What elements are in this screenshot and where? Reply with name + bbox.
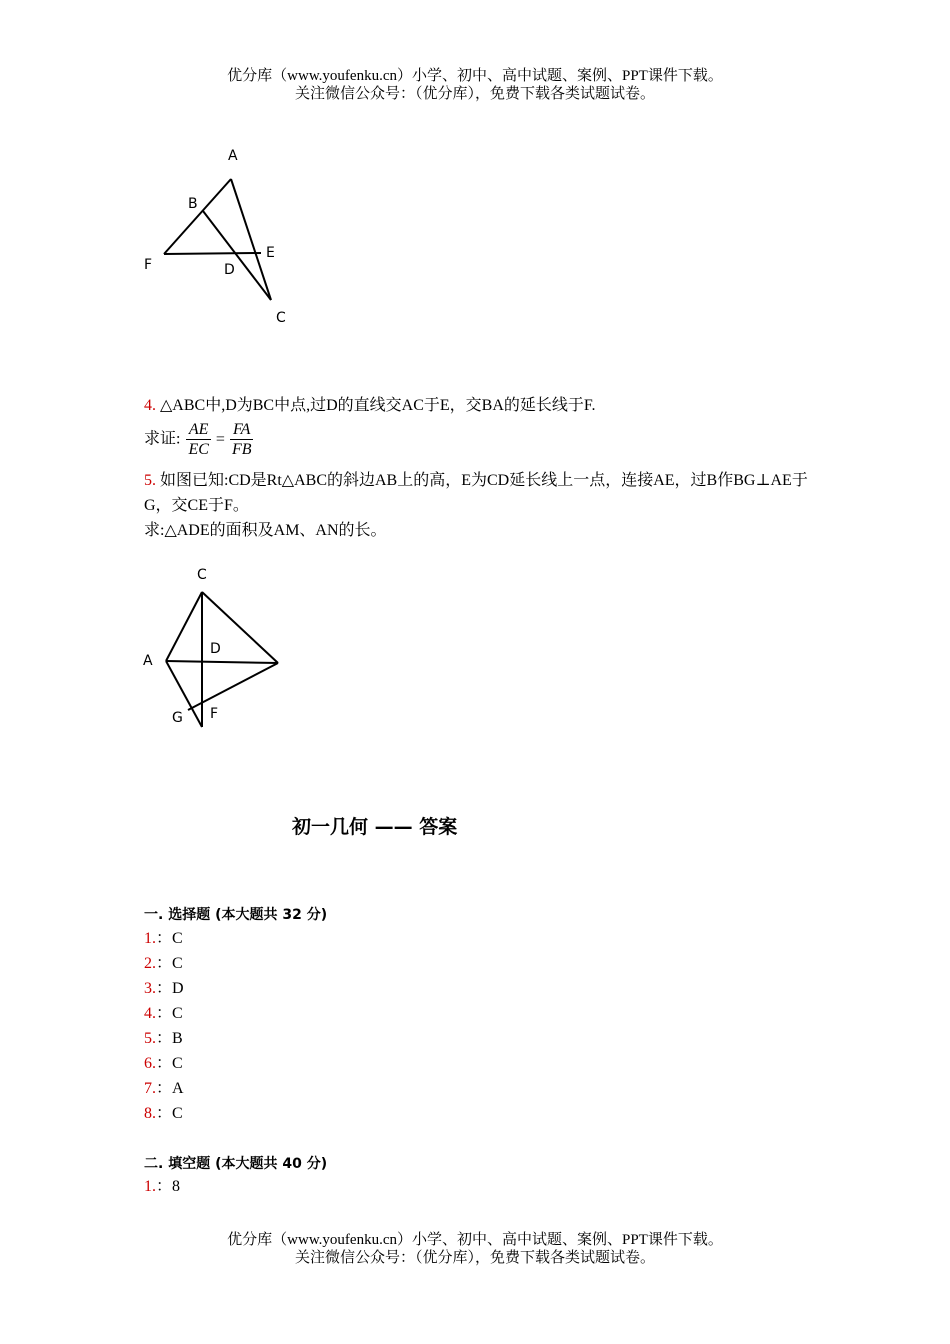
fig2-line-ab: [166, 661, 278, 663]
answer-number: 3.: [144, 980, 156, 997]
answer-value: ：C: [156, 1005, 183, 1022]
answer-number: 6.: [144, 1055, 156, 1072]
footer-line-2: 关注微信公众号：（优分库），免费下载各类试题试卷。: [294, 1250, 655, 1266]
fig2-line-ca: [166, 592, 202, 661]
fig2-label-g: G: [172, 710, 183, 726]
header-line-1: 优分库（www.youfenku.cn）小学、初中、高中试题、案例、PPT课件下载。: [227, 68, 723, 84]
fig2-label-d: D: [210, 641, 221, 657]
answer-number: 1.: [144, 1178, 156, 1195]
footer-line-1: 优分库（www.youfenku.cn）小学、初中、高中试题、案例、PPT课件下载。: [227, 1232, 723, 1248]
fig2-label-f: F: [210, 706, 219, 722]
answer-item: [144, 979, 184, 999]
q4-number: 4.: [144, 397, 156, 414]
frac-fb: FB: [231, 441, 252, 458]
answer-number: 5.: [144, 1030, 156, 1047]
fig1-line-af: [164, 179, 231, 254]
fig1-label-e: E: [266, 245, 275, 261]
answer-number: 4.: [144, 1005, 156, 1022]
page-header: [0, 67, 950, 103]
answer-item: [144, 954, 183, 974]
answer-item: [144, 1004, 183, 1024]
page-footer: [0, 1231, 950, 1267]
frac-ae: AE: [186, 420, 210, 440]
section-1-heading: 一. 选择题 (本大题共 32 分): [144, 907, 328, 923]
answer-number: 1.: [144, 930, 156, 947]
q5-number: 5.: [144, 472, 156, 489]
answer-value: ：D: [156, 980, 184, 997]
answer-item: [144, 1054, 183, 1074]
fig2-label-c: C: [197, 567, 207, 583]
frac-fa: FA: [230, 420, 254, 440]
answer-number: 7.: [144, 1080, 156, 1097]
q4-proof-statement: [144, 420, 255, 459]
answer-value: ：C: [156, 955, 183, 972]
fraction-ae-ec: [186, 420, 210, 459]
answer-item: [144, 1029, 183, 1049]
fig2-label-a: A: [143, 653, 153, 669]
answer-item: [144, 1177, 180, 1197]
section-2-heading: 二. 填空题 (本大题共 40 分): [144, 1156, 328, 1172]
fig1-label-c: C: [276, 310, 286, 326]
fig1-line-bc: [203, 211, 271, 300]
q5-text-line-3: 求:△ADE的面积及AM、AN的长。: [144, 522, 387, 539]
answer-item: [144, 1104, 183, 1124]
fig1-line-fe: [164, 253, 261, 254]
answer-value: ：B: [156, 1030, 183, 1047]
q5-text-line-2: G，交CE于F。: [144, 497, 249, 514]
answer-value: ：C: [156, 1105, 183, 1122]
fig1-label-b: B: [188, 196, 198, 212]
q5-text-line-1: 如图已知:CD是Rt△ABC的斜边AB上的高，E为CD延长线上一点，连接AE，过B作BG⊥AE于: [160, 472, 808, 489]
equals-sign: =: [215, 430, 225, 448]
header-line-2: 关注微信公众号：（优分库），免费下载各类试题试卷。: [294, 86, 655, 102]
fraction-fa-fb: [230, 420, 254, 459]
answer-item: [144, 1079, 184, 1099]
answer-number: 2.: [144, 955, 156, 972]
quadrilateral-figure-2: [138, 560, 298, 735]
answer-number: 8.: [144, 1105, 156, 1122]
fig1-line-ac: [231, 179, 271, 300]
fig1-label-d: D: [224, 262, 235, 278]
question-4: [144, 396, 596, 416]
answer-value: ：A: [156, 1080, 184, 1097]
answer-title: 初一几何 —— 答案: [292, 816, 458, 838]
answer-item: [144, 929, 183, 949]
answer-value: ：C: [156, 1055, 183, 1072]
answer-value: ：C: [156, 930, 183, 947]
q4-prove-label: 求证:: [144, 430, 181, 448]
question-5: [144, 471, 808, 491]
frac-ec: EC: [188, 441, 209, 458]
fig1-label-f: F: [144, 257, 153, 273]
triangle-figure-1: [138, 140, 298, 330]
q4-text: △ABC中,D为BC中点,过D的直线交AC于E，交BA的延长线于F.: [160, 397, 596, 414]
answer-value: ：8: [156, 1178, 181, 1195]
fig1-label-a: A: [228, 148, 238, 164]
